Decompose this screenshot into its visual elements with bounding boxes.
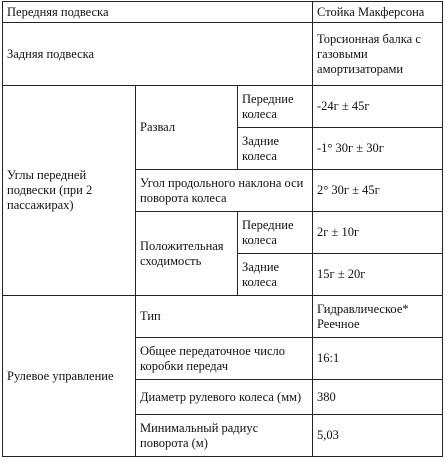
rear-suspension-value: Торсионная балка с газовыми амортизаторами — [313, 23, 443, 86]
camber-label: Развал — [136, 86, 238, 170]
steering-label: Рулевое управление — [3, 296, 136, 457]
steering-type-label: Тип — [136, 296, 313, 338]
caster-label: Угол продольного наклона оси поворота колеса — [136, 170, 313, 212]
front-suspension-value: Стойка Макферсона — [313, 2, 443, 23]
front-angles-label: Углы передней подвески (при 2 пассажирах) — [3, 86, 136, 296]
turning-radius-label: Минимальный радиус поворота (м) — [136, 415, 313, 457]
wheel-diameter-value: 380 — [313, 380, 443, 415]
turning-radius-value: 5,03 — [313, 415, 443, 457]
caster-value: 2° 30г ± 45г — [313, 170, 443, 212]
steering-ratio-value: 16:1 — [313, 338, 443, 380]
toe-rear-wheels-label: Задние колеса — [238, 254, 313, 296]
steering-ratio-label: Общее передаточное число коробки передач — [136, 338, 313, 380]
camber-rear-wheels-label: Задние колеса — [238, 128, 313, 170]
table-row — [3, 86, 443, 128]
table-row — [3, 296, 443, 338]
rear-suspension-label: Задняя подвеска — [3, 23, 313, 86]
camber-front-wheels-label: Передние колеса — [238, 86, 313, 128]
toe-front-wheels-value: 2г ± 10г — [313, 212, 443, 254]
camber-rear-wheels-value: -1° 30г ± 30г — [313, 128, 443, 170]
table-row — [3, 23, 443, 86]
steering-type-value: Гидравлическое* Реечное — [313, 296, 443, 338]
front-suspension-label: Передняя подвеска — [3, 2, 313, 23]
toe-front-wheels-label: Передние колеса — [238, 212, 313, 254]
table-row — [3, 2, 443, 23]
specifications-table — [2, 1, 443, 457]
camber-front-wheels-value: -24г ± 45г — [313, 86, 443, 128]
wheel-diameter-label: Диаметр рулевого колеса (мм) — [136, 380, 313, 415]
toe-rear-wheels-value: 15г ± 20г — [313, 254, 443, 296]
toe-label: Положительная сходимость — [136, 212, 238, 296]
